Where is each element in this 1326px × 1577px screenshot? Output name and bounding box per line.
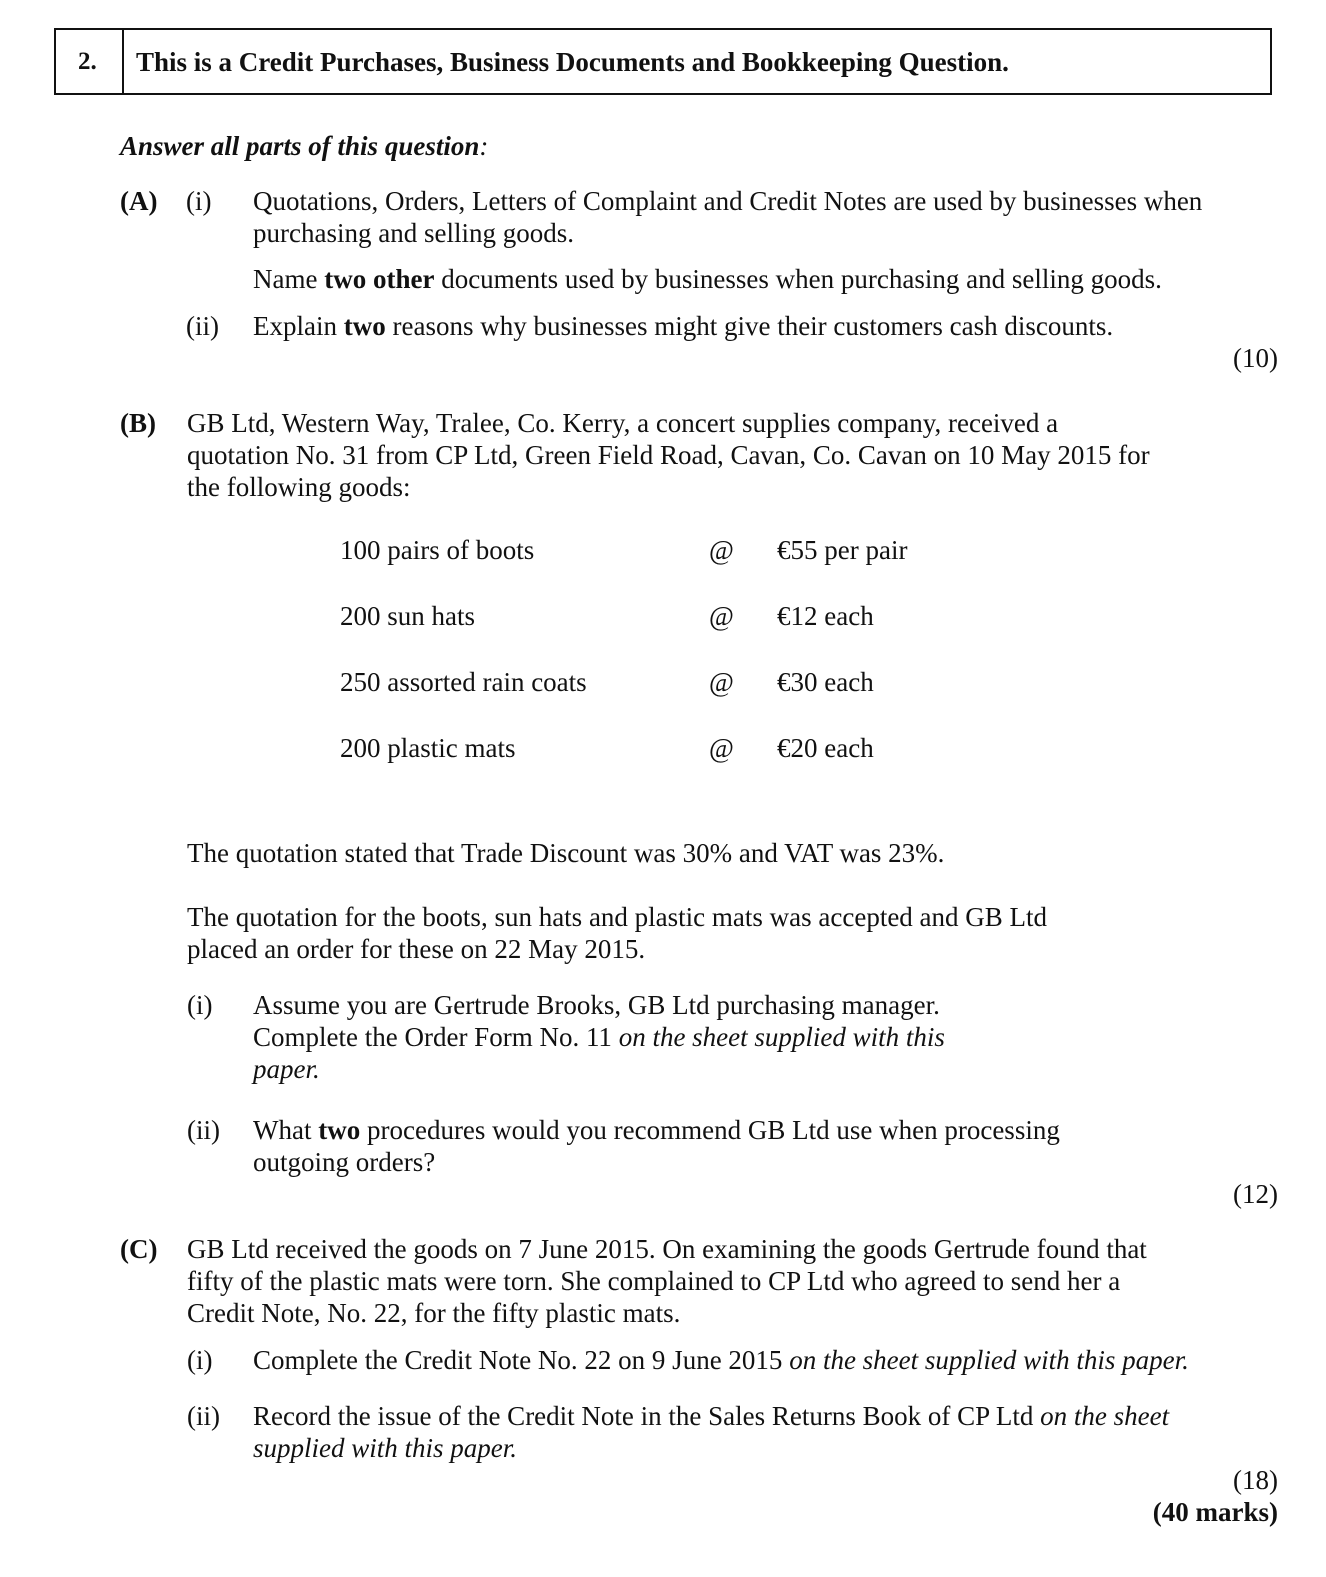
part-c-i-line — [253, 1344, 1189, 1376]
part-b-i-label: (i) — [187, 990, 213, 1020]
part-b-i-line2-pre: Complete the Order Form No. 11 — [253, 1022, 619, 1052]
part-a-label: (A) — [120, 186, 158, 216]
part-a-i-line2: purchasing and selling goods. — [253, 218, 574, 248]
part-b-intro-line2: quotation No. 31 from CP Ltd, Green Field Road, Cavan, Co. Cavan on 10 May 2015 for — [187, 440, 1150, 470]
instruction — [120, 130, 488, 162]
goods-item: 200 plastic mats — [340, 733, 516, 763]
instruction-text: Answer all parts of this question — [120, 131, 480, 161]
part-b-intro-line1: GB Ltd, Western Way, Tralee, Co. Kerry, a concert supplies company, received a — [187, 408, 1059, 438]
goods-price: €30 each — [777, 667, 874, 697]
goods-item: 200 sun hats — [340, 601, 475, 631]
instruction-colon: : — [479, 131, 489, 161]
part-b-ii-bold: two — [318, 1115, 361, 1145]
header-divider — [122, 30, 124, 93]
goods-at: @ — [709, 535, 734, 565]
part-a-i-line1: Quotations, Orders, Letters of Complaint and Credit Notes are used by businesses when — [253, 186, 1203, 216]
part-c-label: (C) — [120, 1234, 158, 1264]
part-b-accepted-line1: The quotation for the boots, sun hats and plastic mats was accepted and GB Ltd — [187, 902, 1048, 932]
part-c-marks: (18) — [1233, 1465, 1278, 1495]
goods-price: €20 each — [777, 733, 874, 763]
part-c-ii-label: (ii) — [187, 1401, 220, 1431]
question-number: 2. — [78, 48, 97, 75]
part-b-i-line3: paper. — [253, 1054, 320, 1084]
part-c-i-pre: Complete the Credit Note No. 22 on 9 June 2015 — [253, 1345, 790, 1375]
goods-price: €12 each — [777, 601, 874, 631]
part-a-i-q-post: documents used by businesses when purchasing and selling goods. — [434, 264, 1162, 294]
part-a-i-question — [253, 263, 1162, 295]
part-c-ii-ital: on the sheet — [1040, 1401, 1170, 1431]
part-a-i-label: (i) — [186, 186, 212, 216]
part-a-ii-bold: two — [343, 311, 386, 341]
part-b-ii-line1 — [253, 1114, 1060, 1146]
part-c-i-label: (i) — [187, 1345, 213, 1375]
question-header — [54, 28, 1272, 95]
part-b-accepted-line2: placed an order for these on 22 May 2015. — [187, 934, 646, 964]
part-a-i-q-bold: two other — [324, 264, 435, 294]
part-c-intro-line1: GB Ltd received the goods on 7 June 2015. On examining the goods Gertrude found that — [187, 1234, 1147, 1264]
part-a-ii-post: reasons why businesses might give their customers cash discounts. — [385, 311, 1114, 341]
part-c-ii-line2: supplied with this paper. — [253, 1433, 518, 1463]
part-c-intro-line2: fifty of the plastic mats were torn. She complained to CP Ltd who agreed to send her a — [187, 1266, 1121, 1296]
part-a-ii-question — [253, 310, 1113, 342]
part-c-i-ital: on the sheet supplied with this paper. — [789, 1345, 1189, 1375]
goods-at: @ — [709, 667, 734, 697]
part-b-i-line1: Assume you are Gertrude Brooks, GB Ltd purchasing manager. — [253, 990, 940, 1020]
part-b-discount-line: The quotation stated that Trade Discount was 30% and VAT was 23%. — [187, 838, 945, 868]
part-b-ii-post: procedures would you recommend GB Ltd use when processing — [360, 1115, 1060, 1145]
part-b-marks: (12) — [1233, 1179, 1278, 1209]
goods-at: @ — [709, 601, 734, 631]
goods-at: @ — [709, 733, 734, 763]
part-b-label: (B) — [120, 408, 156, 438]
goods-price: €55 per pair — [777, 535, 908, 565]
part-c-ii-pre: Record the issue of the Credit Note in the Sales Returns Book of CP Ltd — [253, 1401, 1041, 1431]
part-a-ii-pre: Explain — [253, 311, 344, 341]
total-marks: (40 marks) — [1152, 1497, 1278, 1527]
goods-item: 100 pairs of boots — [340, 535, 535, 565]
question-title: This is a Credit Purchases, Business Documents and Bookkeeping Question. — [136, 47, 1009, 77]
goods-item: 250 assorted rain coats — [340, 667, 587, 697]
part-b-i-line2-ital: on the sheet supplied with this — [618, 1022, 945, 1052]
part-a-marks: (10) — [1233, 343, 1278, 373]
part-c-ii-line1 — [253, 1400, 1169, 1432]
part-a-ii-label: (ii) — [186, 311, 219, 341]
part-b-i-line2 — [253, 1021, 945, 1053]
part-c-intro-line3: Credit Note, No. 22, for the fifty plastic mats. — [187, 1298, 681, 1328]
part-b-intro-line3: the following goods: — [187, 472, 411, 502]
part-b-ii-label: (ii) — [187, 1115, 220, 1145]
part-a-i-q-pre: Name — [253, 264, 325, 294]
part-b-ii-line2: outgoing orders? — [253, 1147, 436, 1177]
part-b-ii-pre: What — [253, 1115, 319, 1145]
